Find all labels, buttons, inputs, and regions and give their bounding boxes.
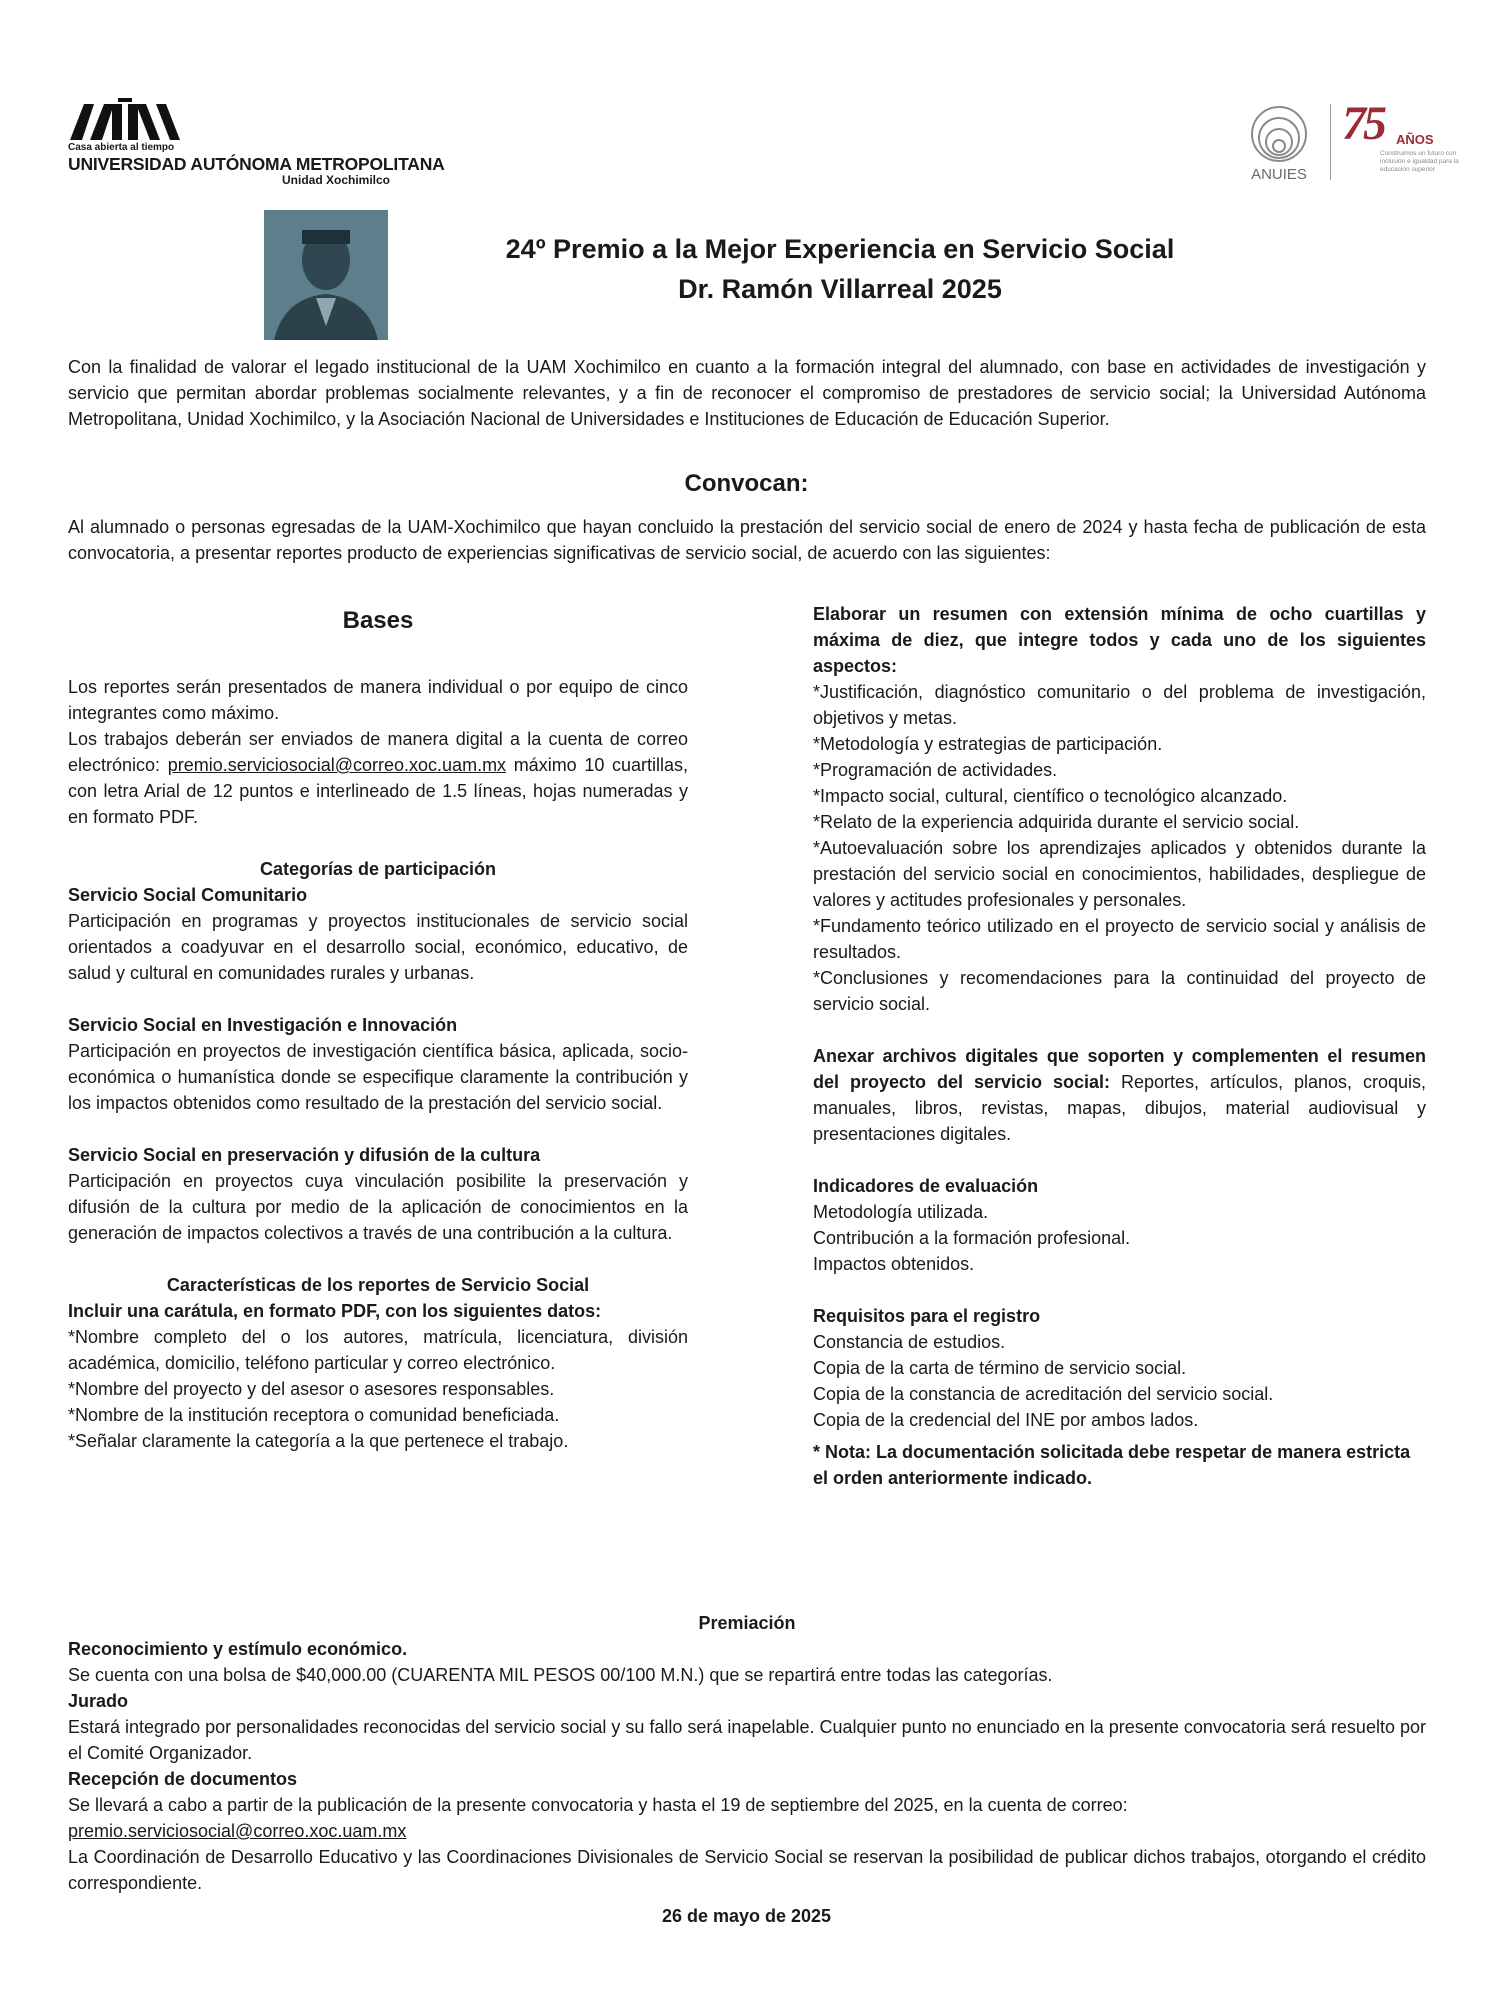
page-title-line2: Dr. Ramón Villarreal 2025: [678, 274, 1002, 304]
page-title-line1: 24º Premio a la Mejor Experiencia en Servicio Social: [505, 234, 1175, 264]
bases-p2-after: máximo 10 cuartillas, con letra Arial de 12 puntos e interlineado de 1.5 líneas, hojas numeradas y en formato PDF.: [68, 755, 688, 827]
jurado-heading: Jurado: [68, 1691, 129, 1711]
recepcion-email-link[interactable]: premio.serviciosocial@correo.xoc.uam.mx: [68, 1821, 407, 1841]
categoria-title: Servicio Social en Investigación e Innovación: [68, 1015, 458, 1035]
jurado-text: Estará integrado por personalidades reconocidas del servicio social y su fallo será inapelable. Cualquier punto no enunciado en la presente convocatoria será resuelto por el Comité Organizador.: [68, 1717, 1426, 1763]
bases-paragraph-2: [68, 726, 688, 830]
caracteristicas-heading: Características de los reportes de Servicio Social: [166, 1275, 590, 1295]
resumen-item: *Autoevaluación sobre los aprendizajes aplicados y obtenidos durante la prestación del servicio social en conocimientos, habilidades, despliegue de valores y actitudes profesionales y personales.: [813, 838, 1426, 910]
requisito-item: Copia de la carta de término de servicio social.: [813, 1358, 1187, 1378]
resumen-item: *Relato de la experiencia adquirida durante el servicio social.: [813, 812, 1300, 832]
resumen-item: *Impacto social, cultural, científico o tecnológico alcanzado.: [813, 786, 1288, 806]
coordinacion-text: La Coordinación de Desarrollo Educativo y las Coordinaciones Divisionales de Servicio Social se reservan la posibilidad de publicar dichos trabajos, otorgando el crédito correspondiente.: [68, 1847, 1426, 1893]
uam-logo-mark-icon: [70, 98, 180, 140]
categoria-text: Participación en programas y proyectos institucionales de servicio social orientados a coadyuvar en el desarrollo social, económico, educativo, de salud y cultural en comunidades rurales y urbanas.: [68, 911, 688, 983]
document-date: 26 de mayo de 2025: [661, 1906, 832, 1926]
indicadores-heading: Indicadores de evaluación: [813, 1176, 1039, 1196]
caracteristica-item: *Señalar claramente la categoría a la que pertenece el trabajo.: [68, 1431, 569, 1451]
anniversary-motto: Construimos un futuro con inclusión e igualdad para la educación superior: [1380, 150, 1459, 173]
resumen-item: *Justificación, diagnóstico comunitario o del problema de investigación, objetivos y metas.: [813, 682, 1426, 728]
anniversary-number: 75: [1342, 97, 1384, 150]
requisitos-heading: Requisitos para el registro: [813, 1306, 1041, 1326]
bases-paragraph-1: Los reportes serán presentados de manera individual o por equipo de cinco integrantes como máximo.: [68, 677, 688, 723]
resumen-item: *Metodología y estrategias de participación.: [813, 734, 1163, 754]
resumen-item: *Fundamento teórico utilizado en el proyecto de servicio social y análisis de resultados.: [813, 916, 1426, 962]
indicador-item: Metodología utilizada.: [813, 1202, 989, 1222]
premiacion-heading: Premiación: [698, 1613, 796, 1633]
intro-paragraph: Con la finalidad de valorar el legado institucional de la UAM Xochimilco en cuanto a la formación integral del alumnado, con base en actividades de investigación y servicio que permitan abordar problemas socialmente relevantes, y a fin de reconocer el compromiso de prestadores de servicio social; la Universidad Autónoma Metropolitana, Unidad Xochimilco, y la Asociación Nacional de Universidades e Instituciones de Educación de Educación Superior.: [68, 357, 1426, 429]
categoria-text: Participación en proyectos de investigación científica básica, aplicada, socio-económica o humanística donde se especifique claramente la contribución y los impactos obtenidos como resultado de la prestación del servicio social.: [68, 1041, 688, 1113]
resumen-item: *Programación de actividades.: [813, 760, 1058, 780]
categorias-heading: Categorías de participación: [259, 859, 497, 879]
requisito-item: Constancia de estudios.: [813, 1332, 1006, 1352]
nota-text: * Nota: La documentación solicitada debe respetar de manera estricta el orden anteriormente indicado.: [813, 1442, 1411, 1488]
caracteristica-item: *Nombre de la institución receptora o comunidad beneficiada.: [68, 1405, 560, 1425]
right-column: [813, 601, 1426, 1491]
anexar-paragraph: [813, 1043, 1426, 1147]
uam-name: UNIVERSIDAD AUTÓNOMA METROPOLITANA: [68, 154, 445, 174]
convocan-paragraph: Al alumnado o personas egresadas de la UAM-Xochimilco que hayan concluido la prestación del servicio social de enero de 2024 y hasta fecha de publicación de esta convocatoria, a presentar reportes producto de experiencias significativas de servicio social, de acuerdo con las siguientes:: [68, 517, 1426, 563]
bases-heading: Bases: [342, 607, 414, 634]
left-column: [68, 608, 688, 1454]
recepcion-text: Se llevará a cabo a partir de la publicación de la presente convocatoria y hasta el 19 de septiembre del 2025, en la cuenta de correo:: [68, 1795, 1128, 1815]
categoria-title: Servicio Social Comunitario: [68, 885, 308, 905]
uam-unit: Unidad Xochimilco: [282, 173, 391, 187]
requisito-item: Copia de la constancia de acreditación del servicio social.: [813, 1384, 1274, 1404]
email-link[interactable]: premio.serviciosocial@correo.xoc.uam.mx: [167, 755, 507, 775]
caracteristicas-subheading: Incluir una carátula, en formato PDF, con los siguientes datos:: [68, 1301, 602, 1321]
resumen-heading: Elaborar un resumen con extensión mínima de ocho cuartillas y máxima de diez, que integre todos y cada uno de los siguientes aspectos:: [813, 604, 1426, 676]
recepcion-heading: Recepción de documentos: [68, 1769, 298, 1789]
uam-logo: [66, 98, 445, 190]
caracteristica-item: *Nombre completo del o los autores, matrícula, licenciatura, división académica, domicilio, teléfono particular y correo electrónico.: [68, 1327, 688, 1373]
anniversary-label: AÑOS: [1396, 132, 1434, 147]
reconocimiento-text: Se cuenta con una bolsa de $40,000.00 (CUARENTA MIL PESOS 00/100 M.N.) que se repartirá entre todas las categorías.: [68, 1665, 1053, 1685]
requisito-item: Copia de la credencial del INE por ambos lados.: [813, 1410, 1199, 1430]
bases-p2-before: Los trabajos deberán ser enviados de manera digital a la cuenta de correo electrónico:: [68, 729, 688, 775]
anuies-circles-icon: [1240, 100, 1318, 164]
convocan-heading: Convocan:: [684, 470, 809, 497]
indicador-item: Impactos obtenidos.: [813, 1254, 975, 1274]
anexar-bold: Anexar archivos digitales que soporten y complementen el resumen del proyecto del servicio social:: [813, 1046, 1426, 1092]
uam-tagline: Casa abierta al tiempo: [68, 142, 175, 153]
anniversary-logo: [1342, 97, 1459, 184]
anexar-text: Reportes, artículos, planos, croquis, manuales, libros, revistas, mapas, dibujos, material audiovisual y presentaciones digitales.: [813, 1072, 1426, 1144]
anuies-label: ANUIES: [1251, 166, 1307, 183]
categoria-title: Servicio Social en preservación y difusión de la cultura: [68, 1145, 541, 1165]
indicador-item: Contribución a la formación profesional.: [813, 1228, 1131, 1248]
categoria-text: Participación en proyectos cuya vinculación posibilite la preservación y difusión de la cultura por medio de la aplicación de conocimientos en la generación de impactos colectivos a través de una contribución a la cultura.: [68, 1171, 688, 1243]
caracteristica-item: *Nombre del proyecto y del asesor o asesores responsables.: [68, 1379, 555, 1399]
anuies-logo: [1240, 100, 1318, 186]
reconocimiento-heading: Reconocimiento y estímulo económico.: [68, 1639, 408, 1659]
logo-divider: [1330, 104, 1331, 180]
premiacion-section: [68, 1610, 1426, 1896]
resumen-item: *Conclusiones y recomendaciones para la continuidad del proyecto de servicio social.: [813, 968, 1426, 1014]
